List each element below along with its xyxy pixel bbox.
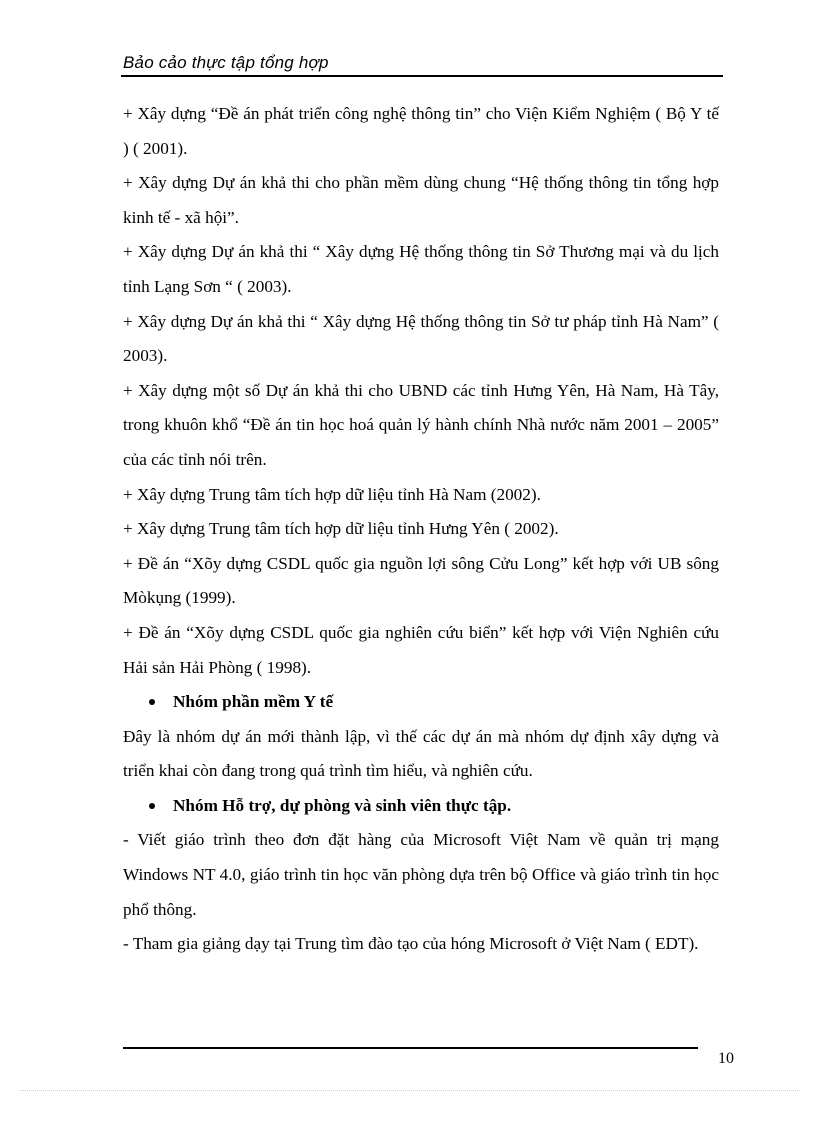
paragraph-7: + Xây dựng Trung tâm tích hợp dữ liệu tỉnh Hưng Yên ( 2002). <box>123 519 559 539</box>
section-heading-support-group <box>123 789 719 824</box>
paragraph-8: + Đề án “Xõy dựng CSDL quốc gia nguồn lợi sông Cửu Long” kết hợp với UB sông Mòkụng (1999). <box>123 553 719 608</box>
paragraph-2: + Xây dựng Dự án khả thi cho phần mềm dùng chung “Hệ thống thông tin tổng hợp kinh tế - xã hội”. <box>123 173 719 227</box>
bullet-icon <box>149 803 155 809</box>
section-heading-text: Nhóm Hỗ trợ, dự phòng và sinh viên thực tập. <box>173 795 512 815</box>
section-heading-text: Nhóm phần mềm Y tế <box>173 692 334 712</box>
paragraph-9: + Đề án “Xõy dựng CSDL quốc gia nghiên cứu biển” kết hợp với Viện Nghiên cứu Hải sản Hải Phòng ( 1998). <box>123 622 719 677</box>
paragraph-1: + Xây dựng “Đề án phát triển công nghệ thông tin” cho Viện Kiểm Nghiệm ( Bộ Y tế ) ( 2001). <box>123 104 719 158</box>
paragraph-3: + Xây dựng Dự án khả thi “ Xây dựng Hệ thống thông tin Sở Thương mại và du lịch tỉnh Lạng Sơn “ ( 2003). <box>123 242 719 296</box>
bullet-icon <box>149 699 155 705</box>
section-2-item-1: - Viết giáo trình theo đơn đặt hàng của Microsoft Việt Nam về quản trị mạng Windows NT 4.0, giáo trình tin học văn phòng dựa trên bộ Office và giáo trình tin học phổ thông. <box>123 830 719 919</box>
paragraph-5: + Xây dựng một số Dự án khả thi cho UBND các tỉnh Hưng Yên, Hà Nam, Hà Tây, trong khuôn khổ “Đề án tin học hoá quản lý hành chính Nhà nước năm 2001 – 2005” của các tỉnh nói trên. <box>123 380 719 469</box>
paragraph-6: + Xây dựng Trung tâm tích hợp dữ liệu tỉnh Hà Nam (2002). <box>123 484 541 504</box>
section-heading-medical-software <box>123 685 719 720</box>
section-1-paragraph: Đây là nhóm dự án mới thành lập, vì thế các dự án mà nhóm dự định xây dựng và triển khai còn đang trong quá trình tìm hiểu, và nghiên cứu. <box>123 726 719 781</box>
page-bottom-dotted-border <box>20 1090 800 1091</box>
section-2-item-2: - Tham gia giảng dạy tại Trung tìm đào tạo của hóng Microsoft ở Việt Nam ( EDT). <box>123 934 699 954</box>
paragraph-4: + Xây dựng Dự án khả thi “ Xây dựng Hệ thống thông tin Sở tư pháp tỉnh Hà Nam” ( 2003). <box>123 311 719 366</box>
footer-divider <box>123 1047 698 1049</box>
page-header-title: Bảo cảo thực tập tổng hợp <box>123 53 329 72</box>
page-number: 10 <box>718 1050 734 1067</box>
document-body <box>123 97 719 962</box>
header-divider <box>121 75 723 77</box>
